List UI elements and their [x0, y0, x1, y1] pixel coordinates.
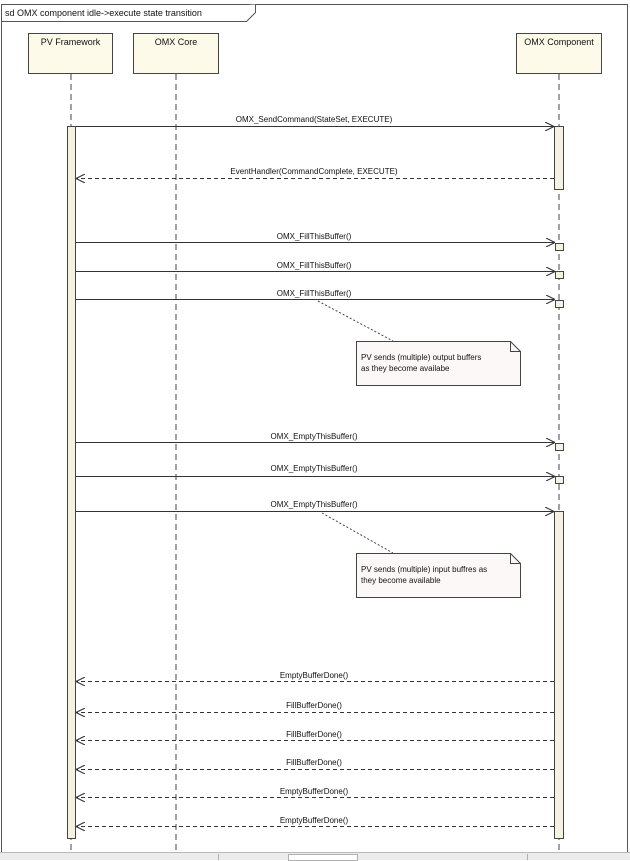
message-empty-buffer-done-1: [76, 671, 554, 682]
message-label: OMX_FillThisBuffer(): [276, 289, 352, 298]
message-empty-this-buffer-3: [76, 500, 554, 512]
message-label: EventHandler(CommandComplete, EXECUTE): [230, 167, 398, 176]
note-line: as they become availabe: [361, 364, 450, 373]
message-empty-this-buffer-1: [76, 432, 555, 443]
activation-bar-component-fill-2: [556, 272, 564, 279]
message-label: EmptyBufferDone(): [279, 816, 349, 825]
activation-bar-component-fill-1: [556, 244, 564, 251]
message-label: FillBufferDone(): [286, 730, 342, 739]
activation-bar-component-empty-3: [555, 512, 564, 839]
message-label: OMX_SendCommand(StateSet, EXECUTE): [235, 115, 393, 124]
message-label: OMX_EmptyThisBuffer(): [270, 464, 358, 473]
note-input-buffers: [357, 554, 521, 598]
message-fill-buffer-done-2: [76, 730, 554, 741]
activation-bar-pv-framework: [68, 127, 76, 839]
message-empty-this-buffer-2: [76, 464, 555, 477]
message-empty-buffer-done-3: [76, 816, 554, 827]
note-anchor-output-buffers: [318, 301, 393, 341]
message-label: FillBufferDone(): [286, 701, 342, 710]
lifeline-label: PV Framework: [40, 37, 101, 47]
frame-title: sd OMX component idle->execute state transition: [5, 8, 202, 18]
strip-divider: [527, 854, 528, 860]
message-fill-this-buffer-2: [76, 261, 555, 272]
message-fill-this-buffer-3: [76, 289, 555, 300]
message-label: OMX_EmptyThisBuffer(): [270, 432, 358, 441]
message-send-command: [76, 115, 554, 127]
message-label: OMX_FillThisBuffer(): [276, 261, 352, 270]
activation-bar-component-empty-2: [556, 477, 564, 484]
activation-bar-component-command: [555, 127, 564, 190]
strip-divider: [218, 854, 219, 860]
note-line: PV sends (multiple) input buffres as: [361, 565, 488, 574]
note-line: they become available: [361, 576, 441, 585]
note-line: PV sends (multiple) output buffers: [361, 353, 482, 362]
activation-bar-component-fill-3: [556, 301, 564, 308]
note-anchor-input-buffers: [322, 513, 393, 553]
message-fill-buffer-done-1: [76, 701, 554, 713]
message-fill-buffer-done-3: [76, 758, 554, 770]
lifeline-label: OMX Core: [154, 37, 198, 47]
message-label: OMX_EmptyThisBuffer(): [270, 500, 358, 509]
message-empty-buffer-done-2: [76, 787, 554, 798]
note-output-buffers: [357, 342, 521, 386]
message-fill-this-buffer-1: [76, 232, 555, 243]
message-label: EmptyBufferDone(): [279, 787, 349, 796]
lifeline-header-omx-component: [517, 34, 602, 74]
message-label: FillBufferDone(): [286, 758, 342, 767]
strip-thumb[interactable]: [288, 854, 358, 861]
lifeline-header-omx-core: [134, 34, 219, 74]
message-label: OMX_FillThisBuffer(): [276, 232, 352, 241]
message-label: EmptyBufferDone(): [279, 671, 349, 680]
message-event-handler: [76, 167, 554, 179]
activation-bar-component-empty-1: [556, 444, 564, 451]
lifeline-header-pv-framework: [29, 34, 113, 74]
lifeline-label: OMX Component: [524, 37, 594, 47]
